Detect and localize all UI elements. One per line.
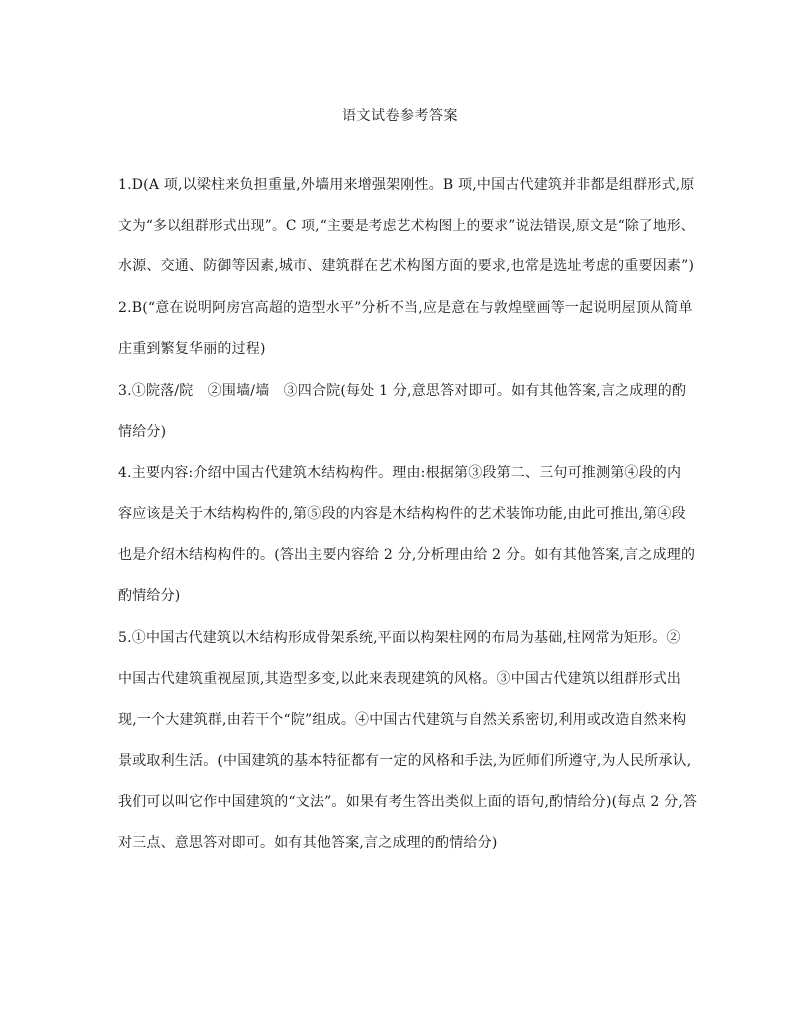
answer-5-line-1: 5.①中国古代建筑以木结构形成骨架系统,平面以构架柱网的布局为基础,柱网常为矩形。② xyxy=(118,630,681,646)
answer-2-line-1: 2.B(“意在说明阿房宫高超的造型水平”分析不当,应是意在与敦煌壁画等一起说明屋顶从简单 xyxy=(118,300,693,316)
answer-5-line-3: 现,一个大建筑群,由若干个“院”组成。④中国古代建筑与自然关系密切,利用或改造自然来构 xyxy=(118,712,687,728)
answer-4-line-4: 酌情给分) xyxy=(118,588,181,604)
answer-1-line-3: 水源、交通、防御等因素,城市、建筑群在艺术构图方面的要求,也常是选址考虑的重要因素”) xyxy=(118,258,695,274)
answer-5-line-4: 景或取利生活。(中国建筑的基本特征都有一定的风格和手法,为匠师们所遵守,为人民所承认, xyxy=(118,753,692,769)
answer-2-line-2: 庄重到繁复华丽的过程) xyxy=(118,341,266,357)
answer-5-line-5: 我们可以叫它作中国建筑的“文法”。如果有考生答出类似上面的语句,酌情给分)(每点 2 分,答 xyxy=(118,794,698,810)
page-title: 语文试卷参考答案 xyxy=(342,108,458,124)
answer-1-line-1: 1.D(A 项,以梁柱来负担重量,外墙用来增强架刚性。B 项,中国古代建筑并非都是组群形式,原 xyxy=(118,177,695,193)
answer-5-line-2: 中国古代建筑重视屋顶,其造型多变,以此来表现建筑的风格。③中国古代建筑以组群形式出 xyxy=(118,671,682,687)
answer-1-line-2: 文为“多以组群形式出现”。C 项,“主要是考虑艺术构图上的要求”说法错误,原文是“除了地形、 xyxy=(118,218,695,234)
answer-3-line-2: 情给分) xyxy=(118,424,167,440)
answer-4-line-3: 也是介绍木结构构件的。(答出主要内容给 2 分,分析理由给 2 分。如有其他答案,言之成理的 xyxy=(118,547,696,563)
answer-4-line-2: 容应该是关于木结构构件的,第⑤段的内容是木结构构件的艺术装饰功能,由此可推出,第④段 xyxy=(118,506,686,522)
answer-4-line-1: 4.主要内容:介绍中国古代建筑木结构构件。理由:根据第③段第二、三句可推测第④段的内 xyxy=(118,465,682,481)
answer-3-line-1: 3.①院落/院 ②围墙/墙 ③四合院(每处 1 分,意思答对即可。如有其他答案,言之成理的酌 xyxy=(118,383,687,399)
answer-5-line-6: 对三点、意思答对即可。如有其他答案,言之成理的酌情给分) xyxy=(118,835,498,851)
